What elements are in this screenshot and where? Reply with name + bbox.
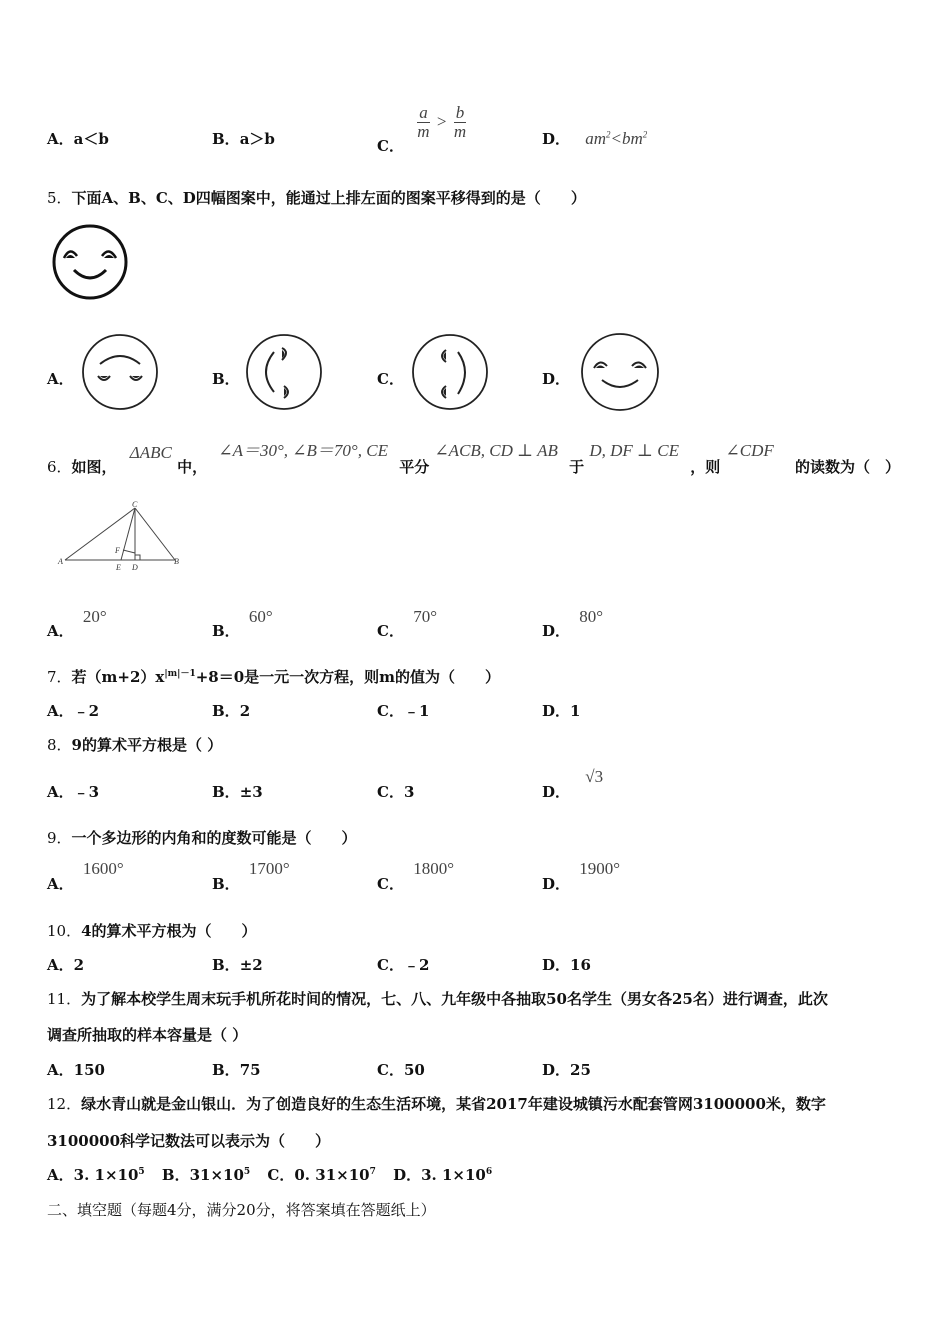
- q5-option-d-label: D．: [542, 370, 571, 388]
- q9-option-a: A． 1600°: [47, 859, 124, 893]
- q4-option-c: C． $\frac{a}{m}$ > $\frac{b}{m}$: [377, 103, 467, 155]
- figure-label-a: A: [58, 557, 63, 566]
- q5-option-c-label: C．: [377, 370, 404, 388]
- q9-stem: 9．一个多边形的内角和的度数可能是（ ）: [47, 829, 357, 847]
- q8-option-b: B．±3: [212, 783, 263, 801]
- q7-option-d: D．1: [542, 702, 581, 720]
- q12-option-c: C．0. $31\times 10^7$: [267, 1166, 376, 1184]
- q6-option-b: B． 60°: [212, 607, 273, 640]
- q5-option-d-image: [578, 332, 662, 412]
- q8-option-d: D． √3: [542, 767, 604, 801]
- q5-option-a-label: A．: [47, 370, 74, 388]
- q12-stem-line1: 12．绿水青山就是金山银山．为了创造良好的生态生活环境，某省2017年建设城镇污水配套管网3100000米，数字: [47, 1095, 826, 1113]
- figure-label-f: F: [115, 546, 120, 555]
- section-2-title: 二、填空题（每题4分，满分20分，将答案填在答题纸上）: [47, 1201, 436, 1219]
- q10-option-a: A．2: [47, 956, 85, 974]
- q12-option-b: B．$31\times 10^5$: [161, 1166, 251, 1184]
- q6-option-a: A． 20°: [47, 607, 107, 640]
- q11-option-a: A．150: [47, 1061, 105, 1079]
- q12-option-a: A．3. $1\times 10^5$: [47, 1166, 145, 1184]
- q9-option-b: B． 1700°: [212, 859, 290, 893]
- q6-option-d: D． 80°: [542, 607, 604, 640]
- q12-options: [47, 1164, 492, 1185]
- q12-option-d: D．3. $1\times 10^6$: [393, 1166, 493, 1184]
- fraction-b-over-m: $\frac{b}{m}$: [453, 103, 467, 141]
- triangle-figure: [55, 500, 185, 572]
- q5-option-a-image: [80, 332, 160, 412]
- q5-stem: 5．下面A、B、C、D四幅图案中，能通过上排左面的图案平移得到的是（ ）: [47, 189, 586, 207]
- q8-stem: 8．9的算术平方根是（ ）: [47, 736, 223, 754]
- figure-label-b: B: [174, 557, 179, 566]
- q10-stem: 10．4的算术平方根为（ ）: [47, 922, 257, 940]
- figure-label-c: C: [132, 500, 138, 509]
- q4-option-d: D． $am^2<bm^2$: [542, 129, 648, 148]
- q11-option-b: B．75: [212, 1061, 261, 1079]
- q9-option-c: C． 1800°: [377, 859, 454, 893]
- q5-option-b-image: [244, 332, 324, 412]
- q6-stem: 6．如图， ΔABC 中， ∠A＝30°, ∠B＝70°, CE 平分 ∠ACB, CD ⊥ AB 于 D, DF ⊥ CE ，则 ∠CDF 的读数为（ ）: [47, 441, 900, 476]
- q12-stem-line2: 3100000科学记数法可以表示为（ ）: [47, 1132, 331, 1150]
- q11-stem-line2: 调查所抽取的样本容量是（ ）: [47, 1026, 248, 1044]
- q11-option-c: C．50: [377, 1061, 425, 1079]
- q7-option-a: A．﹣2: [47, 702, 100, 720]
- q11-stem-line1: 11．为了解本校学生周末玩手机所花时间的情况，七、八、九年级中各抽取50名学生（男女各25名）进行调查，此次: [47, 990, 828, 1008]
- q8-option-a: A．﹣3: [47, 783, 100, 801]
- q4-option-b: B．a＞b: [212, 130, 275, 148]
- figure-label-e: E: [116, 563, 121, 572]
- q4-option-a: A．a＜b: [47, 130, 109, 148]
- q6-option-c: C． 70°: [377, 607, 437, 640]
- q5-option-b-label: B．: [212, 370, 240, 388]
- q7-option-c: C．﹣1: [377, 702, 430, 720]
- q11-option-d: D．25: [542, 1061, 591, 1079]
- q10-option-c: C．﹣2: [377, 956, 430, 974]
- q10-option-d: D．16: [542, 956, 591, 974]
- q7-stem: 7．若$(m+2)x^{|m|-1}+8=0$是一元一次方程，则m的值为（ ）: [47, 668, 501, 686]
- fraction-a-over-m: $\frac{a}{m}$: [417, 103, 430, 141]
- q9-option-d: D． 1900°: [542, 859, 621, 893]
- q5-option-c-image: [410, 332, 490, 412]
- figure-label-d: D: [132, 563, 138, 572]
- q7-option-b: B．2: [212, 702, 251, 720]
- q8-option-c: C．3: [377, 783, 415, 801]
- q10-option-b: B．±2: [212, 956, 263, 974]
- reference-smiley-image: [50, 222, 130, 302]
